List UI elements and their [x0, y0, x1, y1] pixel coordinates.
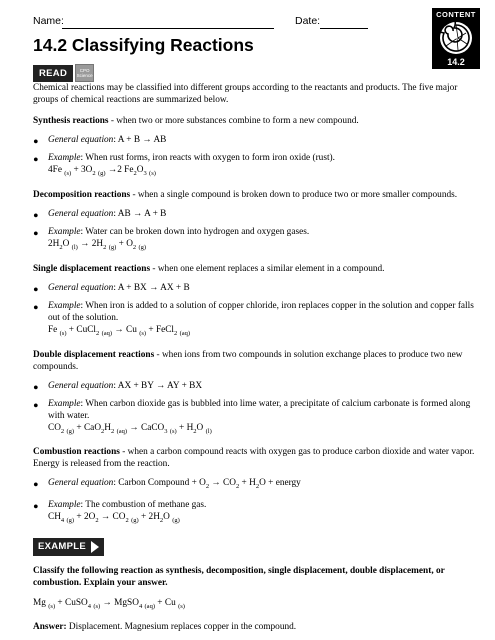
single-general: • General equation: A + BX → AX + B [33, 281, 190, 299]
nautilus-shell-icon [436, 19, 476, 57]
book-icon: CPO Science [75, 64, 94, 82]
play-arrow-icon [91, 541, 99, 553]
synthesis-equation: 4Fe $_{(s)} + 3O_2$ $_{(g)}$ →2 $Fe_2O_3$ $_{(s)}$ [48, 165, 156, 177]
single-equation: Fe $_{(s)}$ + CuCl$_2$ $_{(aq)}$ → Cu $_{(s)}$ + FeCl$_2$ $_{(aq)}$ [48, 324, 191, 337]
combustion-example: • Example: The combustion of methane gas. $CH_4$ $_{(g)} + 2O_2 \to CO_2$ $_{(g)} + 2H_2O$ $_{(g)}$ [33, 499, 478, 527]
combustion-equation: $CH_4$ $_{(g)} + 2O_2 \to CO_2$ $_{(g)} + 2H_2O$ $_{(g)}$ [48, 512, 180, 525]
main-content [33, 82, 478, 633]
page-title: 14.2 Classifying Reactions [33, 35, 254, 55]
intro-paragraph: Chemical reactions may be classified into different groups according to the reactants and products. The five major groups of chemical reactions are summarized below. [33, 83, 458, 105]
example-badge: EXAMPLE [33, 538, 104, 556]
double-displacement-heading: Double displacement reactions [33, 349, 155, 360]
content-label: CONTENT [436, 10, 476, 19]
decomposition-heading: Decomposition reactions [33, 189, 131, 200]
decomposition-equation: $2H_2O$ $_{(l)} \to 2H_2$ $_{(g)} + O_2$ $_{(g)}$ [48, 238, 147, 251]
synthesis-heading: Synthesis reactions [33, 116, 109, 126]
example-question: Classify the following reaction as synthesis, decomposition, single displacement, double displacement, or combustion. Explain your answer. [33, 565, 445, 588]
date-field-line[interactable] [320, 28, 368, 29]
double-example: • Example: When carbon dioxide gas is bubbled into lime water, a precipitate of calcium carbonate is formed along with water. $CO_2$ $_{(g)} + CaO_2H_2$ $_{(aq)}$ → CaCO$_3$ $_{(s)} + H_2O$ $_{(l)}$ [33, 398, 478, 438]
synthesis-example: • Example: When rust forms, iron reacts with oxygen to form iron oxide (rust). 4Fe $_{(s)} + 3O_2$ $_{(g)}$ →2 $Fe_2O_3$ $_{(s)}$ [33, 152, 478, 180]
answer-label: Answer: [33, 621, 67, 632]
content-badge [432, 8, 480, 69]
decomposition-definition: Decomposition reactions - when a single compound is broken down to produce two or more smaller compounds. [33, 189, 458, 200]
synthesis-definition: Synthesis reactions - when two or more substances combine to form a new compound. [33, 116, 359, 126]
name-label: Name: [33, 15, 64, 27]
combustion-general: • General equation: Carbon Compound + $O_2 \to CO_2 + H_2O$ + energy [33, 477, 301, 495]
decomposition-general: • General equation: AB → A + B [33, 207, 167, 225]
date-label: Date: [295, 15, 321, 27]
single-displacement-heading: Single displacement reactions [33, 263, 151, 274]
single-displacement-definition: Single displacement reactions - when one element replaces a similar element in a compound. [33, 263, 385, 274]
double-equation: $CO_2$ $_{(g)} + CaO_2H_2$ $_{(aq)}$ → CaCO$_3$ $_{(s)} + H_2O$ $_{(l)}$ [48, 422, 212, 435]
double-general: • General equation: AX + BY → AY + BX [33, 379, 203, 397]
decomposition-example: • Example: Water can be broken down into hydrogen and oxygen gases. $2H_2O$ $_{(l)} \to 2H_2$ $_{(g)} + O_2$ $_{(g)}$ [33, 226, 478, 254]
combustion-heading: Combustion reactions [33, 447, 120, 458]
combustion-definition: Combustion reactions - when a carbon compound reacts with oxygen gas to produce carbon dioxide and water vapor. Energy is released from the reaction. [33, 447, 475, 470]
example-answer: Answer: Displacement. Magnesium replaces copper in the compound. [33, 621, 297, 632]
single-example: • Example: When iron is added to a solution of copper chloride, iron replaces copper in the solution and copper falls out of the solution. Fe $_{(s)}$ + CuCl$_2$ $_{(aq)}$ → Cu $_{(s)}$ + FeCl$_2$ $_{(aq)}$ [33, 300, 478, 340]
double-displacement-definition: Double displacement reactions - when ions from two compounds in solution exchange places to produce two new compounds. [33, 349, 463, 372]
read-badge: READ [33, 65, 73, 82]
example-label-group [33, 536, 478, 556]
section-number: 14.2 [447, 57, 465, 67]
read-label-group [33, 64, 94, 82]
name-field-line[interactable] [62, 28, 274, 29]
synthesis-general: • General equation: A + B → AB [33, 134, 167, 151]
example-equation: Mg $_{(s)}$ + CuSO$_4$ $_{(s)}$ → MgSO$_4$ $_{(aq)}$ + Cu $_{(s)}$ [33, 597, 185, 610]
